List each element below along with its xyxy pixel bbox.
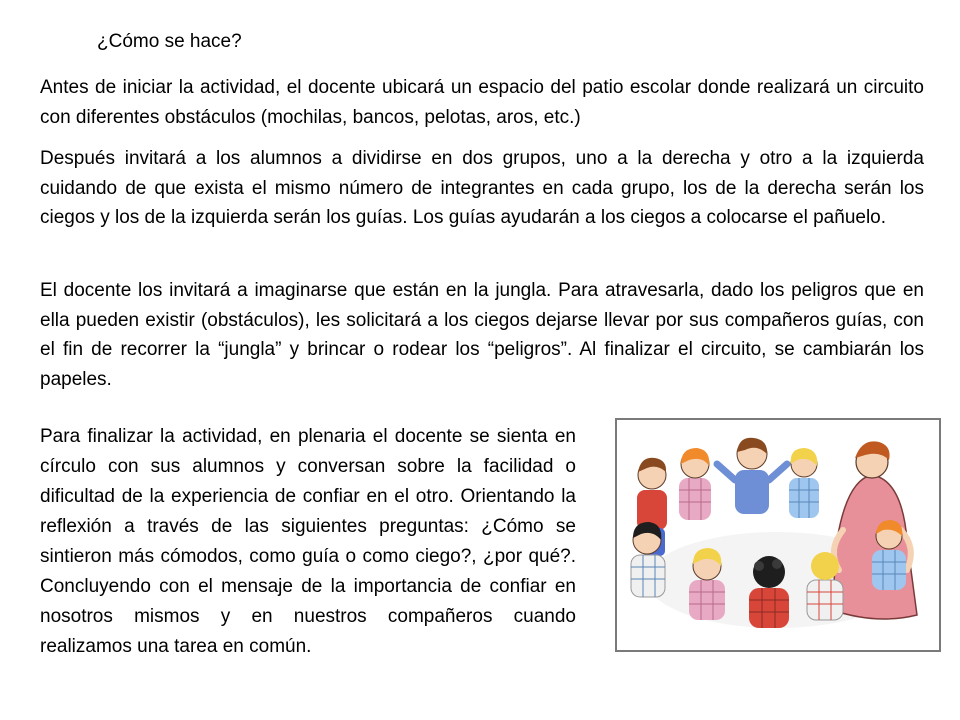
- paragraph-jungle: El docente los invitará a imaginarse que están en la jungla. Para atravesarla, dado los peligros que en ella pueden existir (obstáculos), les solicitará a los ciegos dejarse llevar por sus compañeros guías, con el fin de recorrer la “jungla” y brincar o rodear los “peligros”. Al finalizar el circuito, se cambiarán los papeles.: [40, 280, 924, 390]
- paragraph-groups: Después invitará a los alumnos a dividirse en dos grupos, uno a la derecha y otro a la izquierda cuidando de que exista el mismo número de integrantes en cada grupo, los de la derecha serán los ciegos y los de la izquierda serán los guías. Los guías ayudarán a los ciegos a colocarse el pañuelo.: [40, 148, 924, 228]
- teacher-figure: [832, 441, 917, 619]
- child-figure-3: [717, 438, 787, 514]
- paragraph-setup: Antes de iniciar la actividad, el docente ubicará un espacio del patio escolar donde realizará un circuito con diferentes obstáculos (mochilas, bancos, pelotas, aros, etc.): [40, 77, 924, 128]
- children-circle-illustration: [615, 418, 941, 652]
- child-figure-8: [807, 552, 843, 620]
- paragraph-reflection: Para finalizar la actividad, en plenaria el docente se sienta en círculo con sus alumnos y conversan sobre la facilidad o dificultad de la experiencia de confiar en el otro. Orientando la reflexión a través de las siguientes preguntas: ¿Cómo se sintieron más cómodos, como guía o como ciego?, ¿por qué?. Concluyendo con el mensaje de la importancia de confiar en nosotros mismos y en nuestros compañeros cuando realizamos una tarea en común.: [40, 426, 576, 657]
- child-figure-9: [872, 520, 906, 590]
- child-figure-5: [631, 522, 665, 597]
- child-figure-6: [689, 548, 725, 620]
- child-figure-4: [789, 448, 819, 518]
- child-figure-2: [679, 448, 711, 520]
- section-heading: ¿Cómo se hace?: [97, 31, 242, 52]
- child-figure-7: [749, 556, 789, 628]
- children-circle-illustration-icon: [617, 420, 939, 650]
